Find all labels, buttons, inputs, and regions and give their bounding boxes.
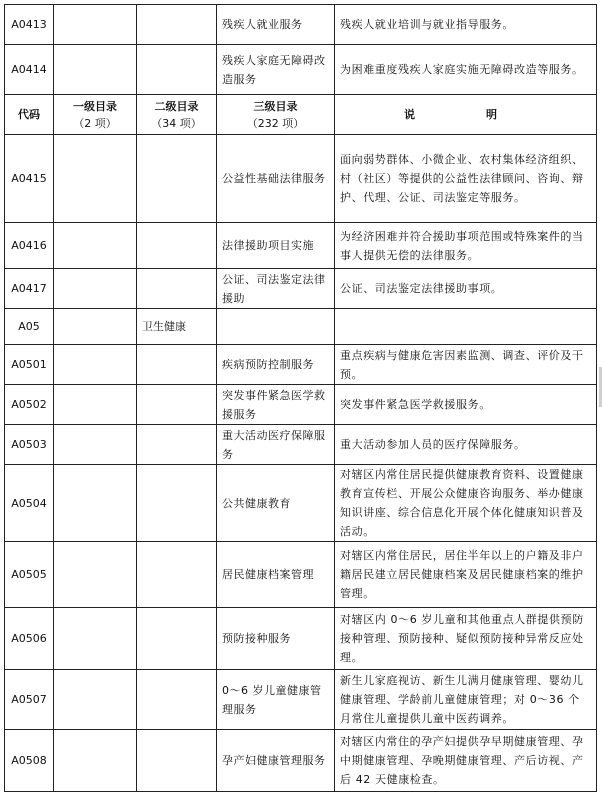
- code-cell: A0501: [5, 345, 54, 385]
- level3-cell: 疾病预防控制服务: [217, 345, 335, 385]
- code-cell: A0414: [5, 45, 54, 95]
- table-row: [5, 385, 597, 425]
- level1-cell: [54, 345, 137, 385]
- level1-cell: [54, 385, 137, 425]
- level1-cell: [54, 608, 137, 670]
- description-cell: 对辖区内 0～6 岁儿童和其他重点人群提供预防接种管理、预防接种、疑似预防接种异常反应处理。: [335, 608, 597, 670]
- table-row: [5, 223, 597, 269]
- header-level3-count: （232 项）: [246, 116, 305, 130]
- level2-cell: [137, 5, 217, 45]
- level2-cell: [137, 135, 217, 223]
- description-cell: 为经济困难并符合援助事项范围或特殊案件的当事人提供无偿的法律服务。: [335, 223, 597, 269]
- code-cell: A0415: [5, 135, 54, 223]
- description-cell: 公证、司法鉴定法律援助事项。: [335, 269, 597, 309]
- description-cell: 对辖区内常住居民提供健康教育资料、设置健康教育宣传栏、开展公众健康咨询服务、举办健康知识讲座、综合信息化开展个体化健康知识普及活动。: [335, 465, 597, 542]
- level1-cell: [54, 45, 137, 95]
- level2-cell: [137, 542, 217, 608]
- code-cell: A0508: [5, 730, 54, 792]
- code-cell: A0503: [5, 425, 54, 465]
- level2-cell: [137, 223, 217, 269]
- header-code: 代码: [5, 95, 54, 135]
- level2-cell: [137, 608, 217, 670]
- table-row: [5, 135, 597, 223]
- level3-cell: [217, 309, 335, 345]
- description-cell: [335, 309, 597, 345]
- level2-cell: [137, 345, 217, 385]
- catalog-table: [4, 4, 597, 792]
- level3-cell: 残疾人家庭无障碍改造服务: [217, 45, 335, 95]
- header-level1: [54, 95, 137, 135]
- code-cell: A0502: [5, 385, 54, 425]
- code-cell: A0505: [5, 542, 54, 608]
- level2-cell: [137, 425, 217, 465]
- level2-cell: [137, 730, 217, 792]
- level3-cell: 法律援助项目实施: [217, 223, 335, 269]
- code-cell: A0506: [5, 608, 54, 670]
- description-cell: 重点疾病与健康危害因素监测、调查、评价及干预。: [335, 345, 597, 385]
- level1-cell: [54, 465, 137, 542]
- description-cell: 突发事件紧急医学救援服务。: [335, 385, 597, 425]
- level1-cell: [54, 670, 137, 730]
- table-row: [5, 269, 597, 309]
- catalog-table-body: [5, 5, 597, 792]
- table-row: [5, 465, 597, 542]
- code-cell: A0417: [5, 269, 54, 309]
- level1-cell: [54, 542, 137, 608]
- level3-cell: 重大活动医疗保障服务: [217, 425, 335, 465]
- description-cell: 对辖区内常住的孕产妇提供孕早期健康管理、孕中期健康管理、孕晚期健康管理、产后访视、产后 42 天健康检查。: [335, 730, 597, 792]
- code-cell: A05: [5, 309, 54, 345]
- level2-cell: [137, 670, 217, 730]
- level1-cell: [54, 269, 137, 309]
- table-row: [5, 542, 597, 608]
- level3-cell: 公益性基础法律服务: [217, 135, 335, 223]
- level3-cell: 公共健康教育: [217, 465, 335, 542]
- code-cell: A0504: [5, 465, 54, 542]
- level2-cell: [137, 45, 217, 95]
- code-cell: A0416: [5, 223, 54, 269]
- table-row: [5, 45, 597, 95]
- description-cell: 对辖区内常住居民，居住半年以上的户籍及非户籍居民建立居民健康档案及居民健康档案的维护管理。: [335, 542, 597, 608]
- level1-cell: [54, 135, 137, 223]
- level3-cell: 残疾人就业服务: [217, 5, 335, 45]
- level3-cell: 公证、司法鉴定法律援助: [217, 269, 335, 309]
- level1-cell: [54, 425, 137, 465]
- description-cell: 为困难重度残疾人家庭实施无障碍改造等服务。: [335, 45, 597, 95]
- level2-cell: [137, 465, 217, 542]
- header-level3-title: 三级目录: [253, 99, 298, 113]
- header-level2: [137, 95, 217, 135]
- level1-cell: [54, 730, 137, 792]
- header-level2-title: 二级目录: [154, 99, 199, 113]
- level2-cell: [137, 269, 217, 309]
- table-row: [5, 309, 597, 345]
- level2-cell: [137, 385, 217, 425]
- level3-cell: 0～6 岁儿童健康管理服务: [217, 670, 335, 730]
- level3-cell: 预防接种服务: [217, 608, 335, 670]
- table-row: [5, 730, 597, 792]
- code-cell: A0507: [5, 670, 54, 730]
- table-header-row: [5, 95, 597, 135]
- header-level3: [217, 95, 335, 135]
- level3-cell: 孕产妇健康管理服务: [217, 730, 335, 792]
- table-row: [5, 345, 597, 385]
- description-cell: 新生儿家庭视访、新生儿满月健康管理、婴幼儿健康管理、学龄前儿童健康管理；对 0～36 个月常住儿童提供儿童中医药调养。: [335, 670, 597, 730]
- table-row: [5, 425, 597, 465]
- header-description: 说 明: [335, 95, 597, 135]
- level1-cell: [54, 223, 137, 269]
- table-row: [5, 670, 597, 730]
- level3-cell: 居民健康档案管理: [217, 542, 335, 608]
- description-cell: 残疾人就业培训与就业指导服务。: [335, 5, 597, 45]
- header-level2-count: （34 项）: [151, 116, 202, 130]
- table-row: [5, 608, 597, 670]
- table-row: [5, 5, 597, 45]
- description-cell: 重大活动参加人员的医疗保障服务。: [335, 425, 597, 465]
- header-level1-count: （2 项）: [73, 116, 117, 130]
- level3-cell: 突发事件紧急医学救援服务: [217, 385, 335, 425]
- code-cell: A0413: [5, 5, 54, 45]
- level2-cell: 卫生健康: [137, 309, 217, 345]
- header-level1-title: 一级目录: [73, 99, 117, 113]
- level1-cell: [54, 5, 137, 45]
- level1-cell: [54, 309, 137, 345]
- description-cell: 面向弱势群体、小微企业、农村集体经济组织、村（社区）等提供的公益性法律顾问、咨询、辩护、代理、公证、司法鉴定等服务。: [335, 135, 597, 223]
